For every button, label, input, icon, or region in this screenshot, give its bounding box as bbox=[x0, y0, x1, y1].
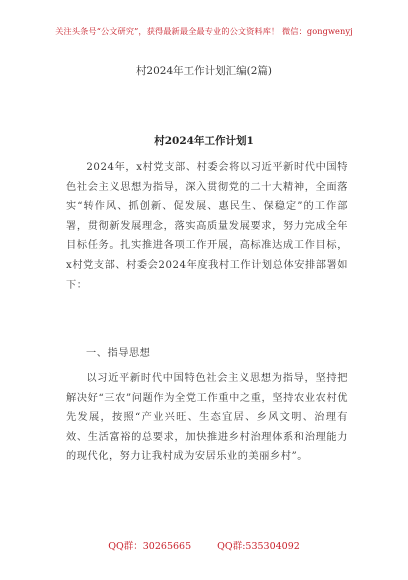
guiding-ideology-paragraph: 以习近平新时代中国特色社会主义思想为指导，坚持把解决好“三农”问题作为全党工作重中之重，坚持农业农村优先发展，按照“产业兴旺、生态宜居、乡风文明、治理有效、生活富裕的总要求，加快推进乡村治理体系和治理能力的现代化，努力让我村成为安居乐业的美丽乡村”。 bbox=[66, 373, 348, 463]
document-title: 村2024年工作计划汇编(2篇) bbox=[135, 65, 273, 77]
header-promo-note: 关注头条号“公文研究”，获得最新最全最专业的公文资料库！ 微信：gongwenyj bbox=[55, 26, 353, 36]
footer-qq-group-1: QQ群：30265665 bbox=[108, 541, 192, 552]
footer-contact bbox=[0, 538, 408, 552]
intro-paragraph: 2024年，x村党支部、村委会将以习近平新时代中国特色社会主义思想为指导，深入贯彻党的二十大精神，全面落实“转作风、抓创新、促发展、惠民生、保稳定”的工作部署，贯彻新发展理念，落实高质量发展要求，努力完成全年目标任务。扎实推进各项工作开展，高标准达成工作目标，x村党支部、村委会2024年度我村工作计划总体安排部署如下： bbox=[66, 162, 348, 291]
section-title: 村2024年工作计划1 bbox=[154, 135, 254, 147]
section-heading-guiding-ideology: 一、指导思想 bbox=[86, 348, 151, 359]
footer-qq-group-2: QQ群:535304092 bbox=[217, 541, 300, 552]
